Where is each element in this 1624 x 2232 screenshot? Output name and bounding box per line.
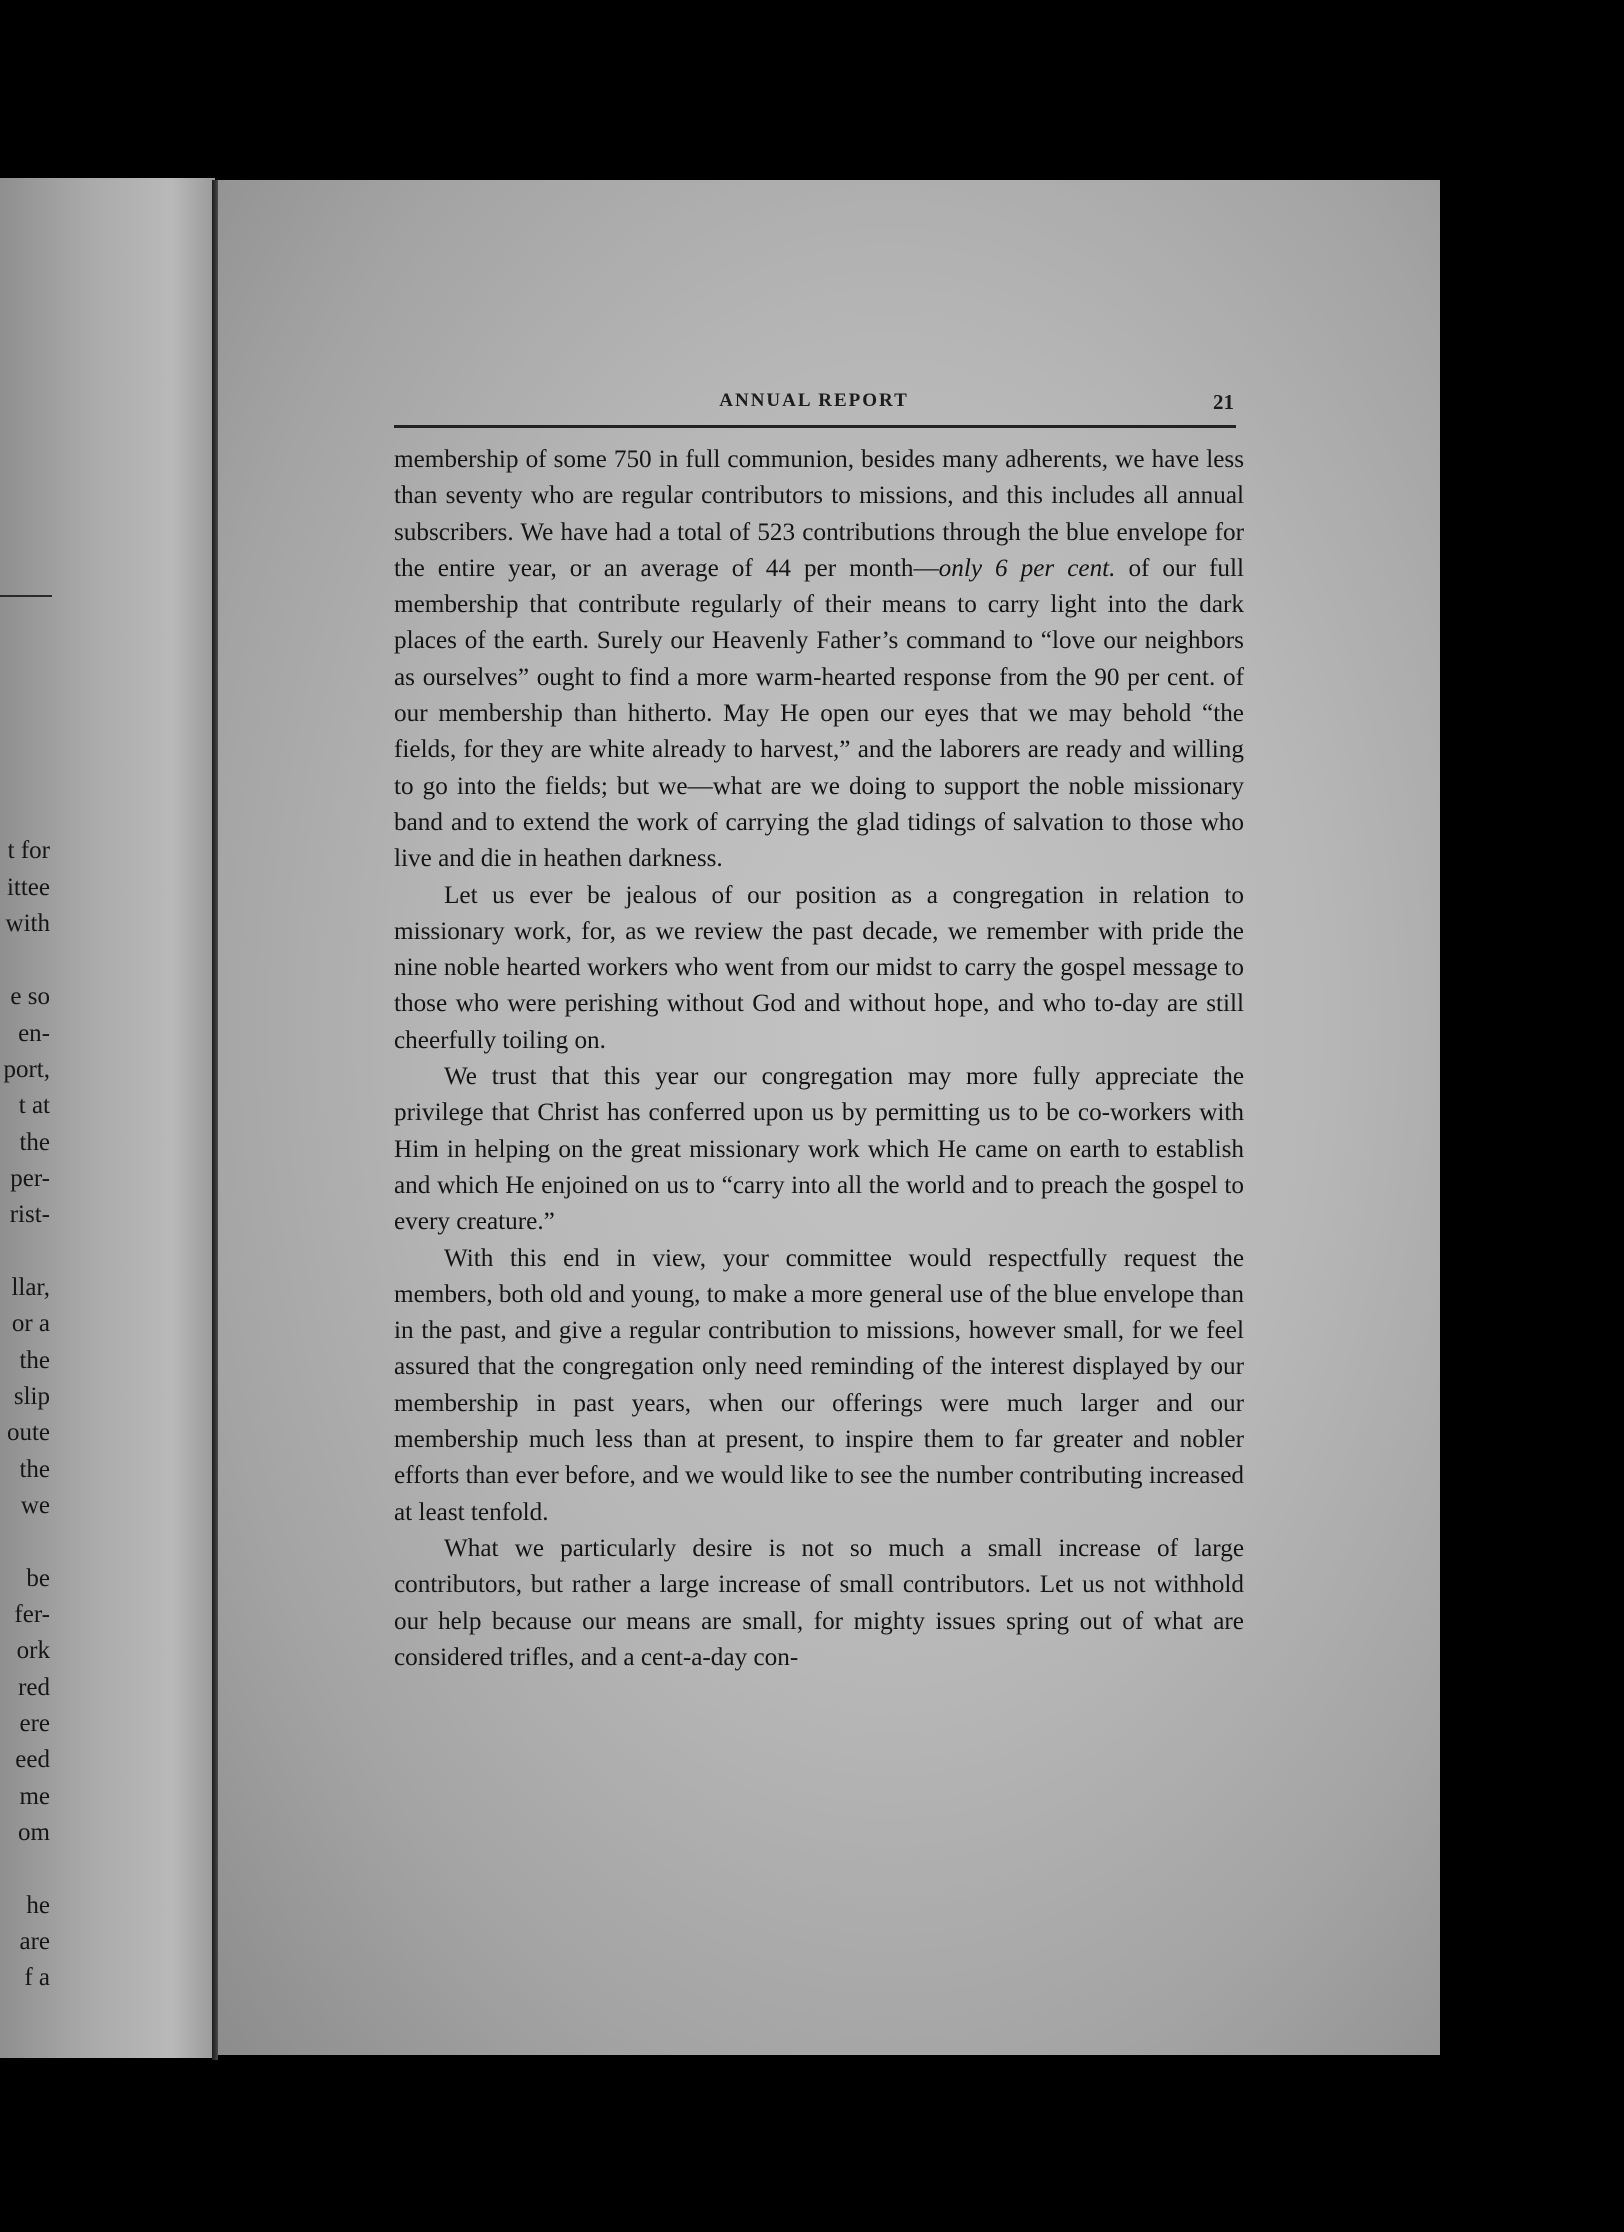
- fragment: fer-: [14, 1601, 50, 1628]
- paragraph: With this end in view, your committee would respectfully request the members, both old and young, to make a more general use of the blue envelope than in the past, and give a regular contribution to missions, however small, for we feel assured that the congregation only need reminding of the interest displayed by our membership in past years, when our offerings were much larger and our membership much less than at present, to inspire them to far greater and nobler efforts than ever before, and we would like to see the number contributing increased at least tenfold.: [394, 1244, 1244, 1526]
- fragment: be: [26, 1565, 50, 1592]
- fragment: the: [19, 1347, 50, 1374]
- emphasis-text: only 6 per cent.: [938, 554, 1116, 582]
- fragment: eed: [15, 1746, 50, 1773]
- fragment: llar,: [11, 1274, 50, 1301]
- fragment: oute: [6, 1419, 50, 1446]
- body-text: [394, 442, 1244, 1676]
- previous-page-edge: [0, 178, 215, 2058]
- fragment: port,: [3, 1056, 50, 1083]
- fragment: e so: [10, 983, 50, 1010]
- fragment: om: [18, 1819, 50, 1846]
- fragment: f a: [24, 1964, 50, 1991]
- paragraph-text: membership of some 750 in full communion, besides many adherents, we have less than seventy who are regular contributors to missions, and this includes all annual subscribers. We have had a total of 523 contributions through the blue envelope for the entire year, or an average of 44 per month—: [394, 446, 1244, 582]
- paragraph: What we particularly desire is not so much a small increase of large contributors, but rather a large increase of small contributors. Let us not withhold our help because our means are small, for mighty issues spring out of what are considered trifles, and a cent-a-day con-: [394, 1534, 1244, 1671]
- document-page: [218, 180, 1440, 2055]
- fragment: the: [19, 1129, 50, 1156]
- fragment: are: [19, 1928, 50, 1955]
- paragraph-text: of our full membership that contribute regularly of their means to carry light into the dark places of the earth. Surely our Heavenly Father’s command to “love our neighbors as ourselves” ought to find a more warm-hearted response from the 90 per cent. of our membership than hitherto. May He open our eyes that we may behold “the fields, for they are white already to harvest,” and the laborers are ready and willing to go into the fields; but we—what are we doing to support the noble missionary band and to extend the work of carrying the glad tidings of salvation to those who live and die in heathen darkness.: [394, 554, 1244, 873]
- header-rule: [394, 425, 1236, 428]
- fragment: t for: [7, 837, 50, 864]
- fragment: with: [5, 910, 50, 937]
- fragment: he: [26, 1892, 50, 1919]
- previous-page-fragments: [0, 178, 50, 2058]
- fragment: rist-: [9, 1201, 50, 1228]
- fragment: we: [20, 1492, 50, 1519]
- fragment: or a: [11, 1310, 50, 1337]
- fragment: slip: [13, 1383, 50, 1410]
- paragraph: [394, 442, 1244, 878]
- fragment: ittee: [6, 874, 50, 901]
- fragment: per-: [10, 1165, 50, 1192]
- paragraph: Let us ever be jealous of our position as a congregation in relation to missionary work, for, as we review the past decade, we remember with pride the nine noble hearted workers who went from our midst to carry the gospel message to those who were perishing without God and without hope, and who to-day are still cheerfully toiling on.: [394, 881, 1244, 1054]
- fragment: ork: [16, 1637, 50, 1664]
- fragment: the: [19, 1456, 50, 1483]
- paragraph: We trust that this year our congregation may more fully appreciate the privilege that Christ has conferred upon us by permitting us to be co-workers with Him in helping on the great missionary work which He came on earth to establish and which He enjoined on us to “carry into all the world and to preach the gospel to every creature.”: [394, 1063, 1244, 1236]
- fragment: t at: [18, 1092, 50, 1119]
- fragment: red: [18, 1674, 50, 1701]
- running-head: ANNUAL REPORT: [719, 390, 909, 411]
- fragment: me: [19, 1783, 50, 1810]
- fragment: en-: [18, 1020, 50, 1047]
- page-header: [394, 390, 1234, 426]
- page-number: 21: [1213, 390, 1234, 414]
- fragment: ere: [19, 1710, 50, 1737]
